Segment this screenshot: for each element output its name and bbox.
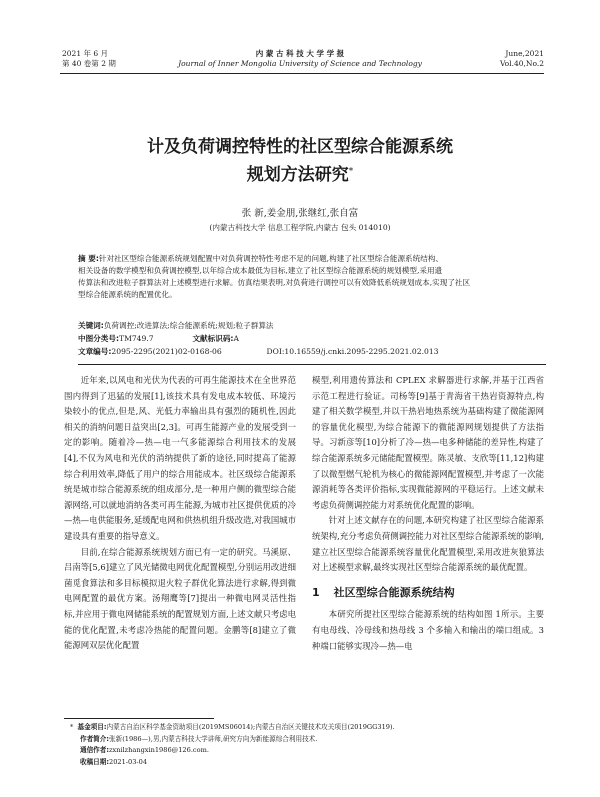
text-line: 低力率输出具有强烈的随机性,因此相关的消纳问: [64, 406, 296, 432]
text-line: 岩地热系统为基础构建了微能源网的容量优化模: [312, 406, 545, 432]
header-left-date: 2021 年 6 月: [62, 49, 109, 58]
text-line: 优质的冷—热—电供能服务,延缓配电网和供热机组升: [64, 499, 297, 526]
text-line: 异性,构建了综合能源系统多元储能配置模型。陈: [312, 437, 544, 463]
title-footnote-mark: *: [348, 166, 354, 177]
footnote-author: [70, 734, 540, 746]
author-label: 作者简介:: [80, 734, 110, 743]
footnote-contact: [70, 745, 540, 757]
doc-code-label: 文献标识码:: [192, 334, 234, 343]
text-line: 解,最终实现社区型综合能源系统的最优配置。: [362, 562, 533, 573]
text-line: 的发展[4],不仅为风电和光伏的消纳提供了新的途: [64, 437, 297, 463]
text-line: 置的最优方案。汤翔鹰等[7]提出一种微电网灵活性: [90, 593, 288, 604]
fund-text: 内蒙古自治区科学基金资助项目(2019MS06014);内蒙古自治区关键技术攻关项目(2019GG319).: [106, 723, 395, 731]
doc-code-value: A: [233, 334, 239, 343]
text-line: 型,为综合能源下的微能源网规划提供了方法指: [364, 421, 544, 432]
paper-title-line2: [0, 160, 600, 185]
keywords: [78, 320, 548, 332]
text-line: 合用能成本。社区级综合能源系统是城市综合能源: [64, 468, 296, 495]
classification: [78, 333, 548, 345]
fund-label: 基金项目:: [77, 723, 107, 731]
text-line: 型综合能源系统的影响,建立社区型综合能源系统容: [312, 530, 544, 557]
text-line: 模型,利用遗传算法和 CPLEX 求解器进行求解,并: [312, 375, 501, 385]
header-right: [500, 49, 544, 69]
text-line: 有发电成本较低、环境污染较小的优点,但是,风、光: [64, 390, 297, 417]
text-line: 目前,在综合能源系统规划方面已有一定的研: [80, 546, 246, 557]
text-line: 灵敏、支欣等[11,12]构建了以微型燃气轮机为核心的: [312, 452, 544, 479]
text-line: 评价指标,实现微能源网的平稳运行。上述文献未: [362, 484, 544, 495]
footnote-marker: *: [70, 723, 74, 731]
text-line: 术在全世界范围内得到了迅猛的发展[1],该技术具: [64, 375, 296, 401]
footnote-rule: [64, 718, 214, 719]
text-line: 微能源网配置模型,并考虑了一次能源消耗等各类: [312, 468, 545, 495]
abstract-line: 相关设备的数学模型和负荷调控模型,以年综合成本最低为目标,建立了社区型综合能源系统的规划模型,采用遗: [78, 266, 443, 275]
text-line: 综合能源系统架构,充分考虑负荷侧调控能力对社区: [312, 515, 544, 541]
text-line: 针对上述文献存在的问题,本研究构建了社区型: [328, 515, 502, 526]
section-heading: [312, 585, 544, 601]
text-line: 考虑负荷侧调控能力对系统优化配置的影响。: [312, 499, 480, 510]
text-line: 基于江西省示范工程进行验证。司杨等[9]基于青海: [312, 375, 544, 401]
footnote-date: [70, 757, 540, 769]
abstract: [78, 253, 548, 301]
journal-title-cn: 内 蒙 古 科 技 大 学 学 报: [255, 49, 345, 58]
journal-title-en: Journal of Inner Mongolia University of Science and Technology: [178, 59, 422, 68]
contact-text: zxnilzhangxin1986@126.com.: [109, 746, 209, 754]
contact-label: 通信作者:: [80, 746, 110, 754]
header-right-issue: Vol.40,No.2: [499, 59, 544, 68]
text-line: 近年来,以风电和光伏为代表的可再生能源技: [80, 375, 246, 385]
text-line: 本研究所提社区型综合能源系统的结构如图 1: [328, 609, 501, 620]
date-label: 收稿日期:: [80, 757, 110, 766]
text-line: 上述文献只考虑电能的优化配置,未考虑冷热能的: [64, 608, 296, 635]
paragraph: [312, 373, 544, 513]
author-list: 张 新,姜金朋,张继红,张自富: [241, 208, 359, 219]
article-no-value: 2095-2295(2021)02-0168-06: [111, 347, 222, 356]
footnote: [70, 722, 540, 768]
abstract-rule: [78, 364, 546, 365]
body-right-column: [312, 373, 544, 654]
paper-title-line1: 计及负荷调控特性的社区型综合能源系统: [147, 137, 453, 157]
clc-label: 中图分类号:: [78, 334, 120, 343]
text-line: 络,可以就地消纳各类可再生能源,为城市社区提供: [80, 499, 263, 510]
paragraph: [312, 513, 544, 575]
text-line: 量优化配置模型,采用改进灰狼算法对上述模型求: [312, 546, 545, 573]
text-line: 省干热岩资源特点,构建了相关数学模型,并以干热: [312, 390, 544, 417]
keywords-text: 负荷调控;改进算法;综合能源系统;规划;粒子群算法: [103, 321, 274, 330]
footnote-fund: [70, 722, 540, 734]
date-text: 2021-03-04: [109, 757, 148, 766]
abstract-line: 针对社区型综合能源系统规划配置中对负荷调控特性考虑不足的问题,构建了社区型综合能源系统结构、: [98, 254, 444, 263]
header-right-date: June,2021: [505, 49, 544, 58]
header-rule: [60, 73, 544, 74]
text-line: 径,同时提高了能源综合利用效率,降低了用户的综: [64, 452, 296, 479]
doi: DOI:10.16559/j.cnki.2095-2295.2021.02.013: [266, 347, 439, 356]
header-left-issue: 第 40 卷第 2 期: [62, 59, 116, 68]
affiliation: (内蒙古科技大学 信息工程学院,内蒙古 包头 014010): [209, 223, 391, 232]
keywords-label: 关键词:: [78, 321, 104, 330]
abstract-line: 传算法和改进粒子群算法对上述模型进行求解。仿真结果表明,对负荷进行调控可以有效降低系统规划成本,实现了社区: [78, 278, 471, 287]
paper-title-line2-text: 规划方法研究: [246, 165, 349, 185]
section-title: 社区型综合能源系统结构: [333, 585, 455, 599]
text-line: 和输出的端口组成。3 种端口能够实现冷—热—电: [312, 624, 545, 651]
paragraph: [64, 373, 296, 545]
text-line: 配置问题。金鹏等[8]建立了微能源网双层优化配置: [64, 624, 296, 651]
text-line: 化配置模型,分别运用改进细菌觅食算法和多目标: [64, 562, 296, 588]
section-number: 1: [312, 585, 320, 599]
paragraph: [64, 545, 296, 654]
text-line: 级改造,对我国城市建设具有重要的指导意义。: [64, 515, 296, 541]
text-line: 导。习新彦等[10]分析了冷—热—电多种储能的差: [312, 437, 499, 448]
text-line: 所示。主要有电母线、冷母线和热母线 3 个多输入: [312, 609, 544, 635]
article-no-label: 文章编号:: [78, 347, 112, 356]
article-number: [78, 346, 548, 358]
text-line: 的影响。随着冷—热—电一气多能源综合利用技术: [72, 437, 270, 448]
text-line: 系统的组成部分,是一种用户侧的微型综合能源网: [64, 484, 296, 510]
text-line: 模拟退火粒子群优化算法进行求解,得到微电网配: [64, 577, 296, 604]
text-line: 题日益突出[2,3]。可再生能源产业的发展受到一定: [64, 421, 297, 448]
abstract-label: 摘 要:: [78, 254, 99, 263]
body-left-column: [64, 373, 296, 654]
paragraph: [312, 607, 544, 654]
clc-value: TM749.7: [119, 334, 154, 343]
abstract-line: 型综合能源系统的配置优化。: [78, 290, 177, 299]
text-line: 究。马溪原、吕南等[5,6]建立了风光储微电网优: [64, 546, 296, 573]
text-line: 指标,并应用于微电网储能系统的配置规划方面,: [64, 593, 296, 619]
author-text: 张新(1986—),男,内蒙古科技大学讲师,研究方向为新能源综合利用技术.: [109, 734, 318, 743]
